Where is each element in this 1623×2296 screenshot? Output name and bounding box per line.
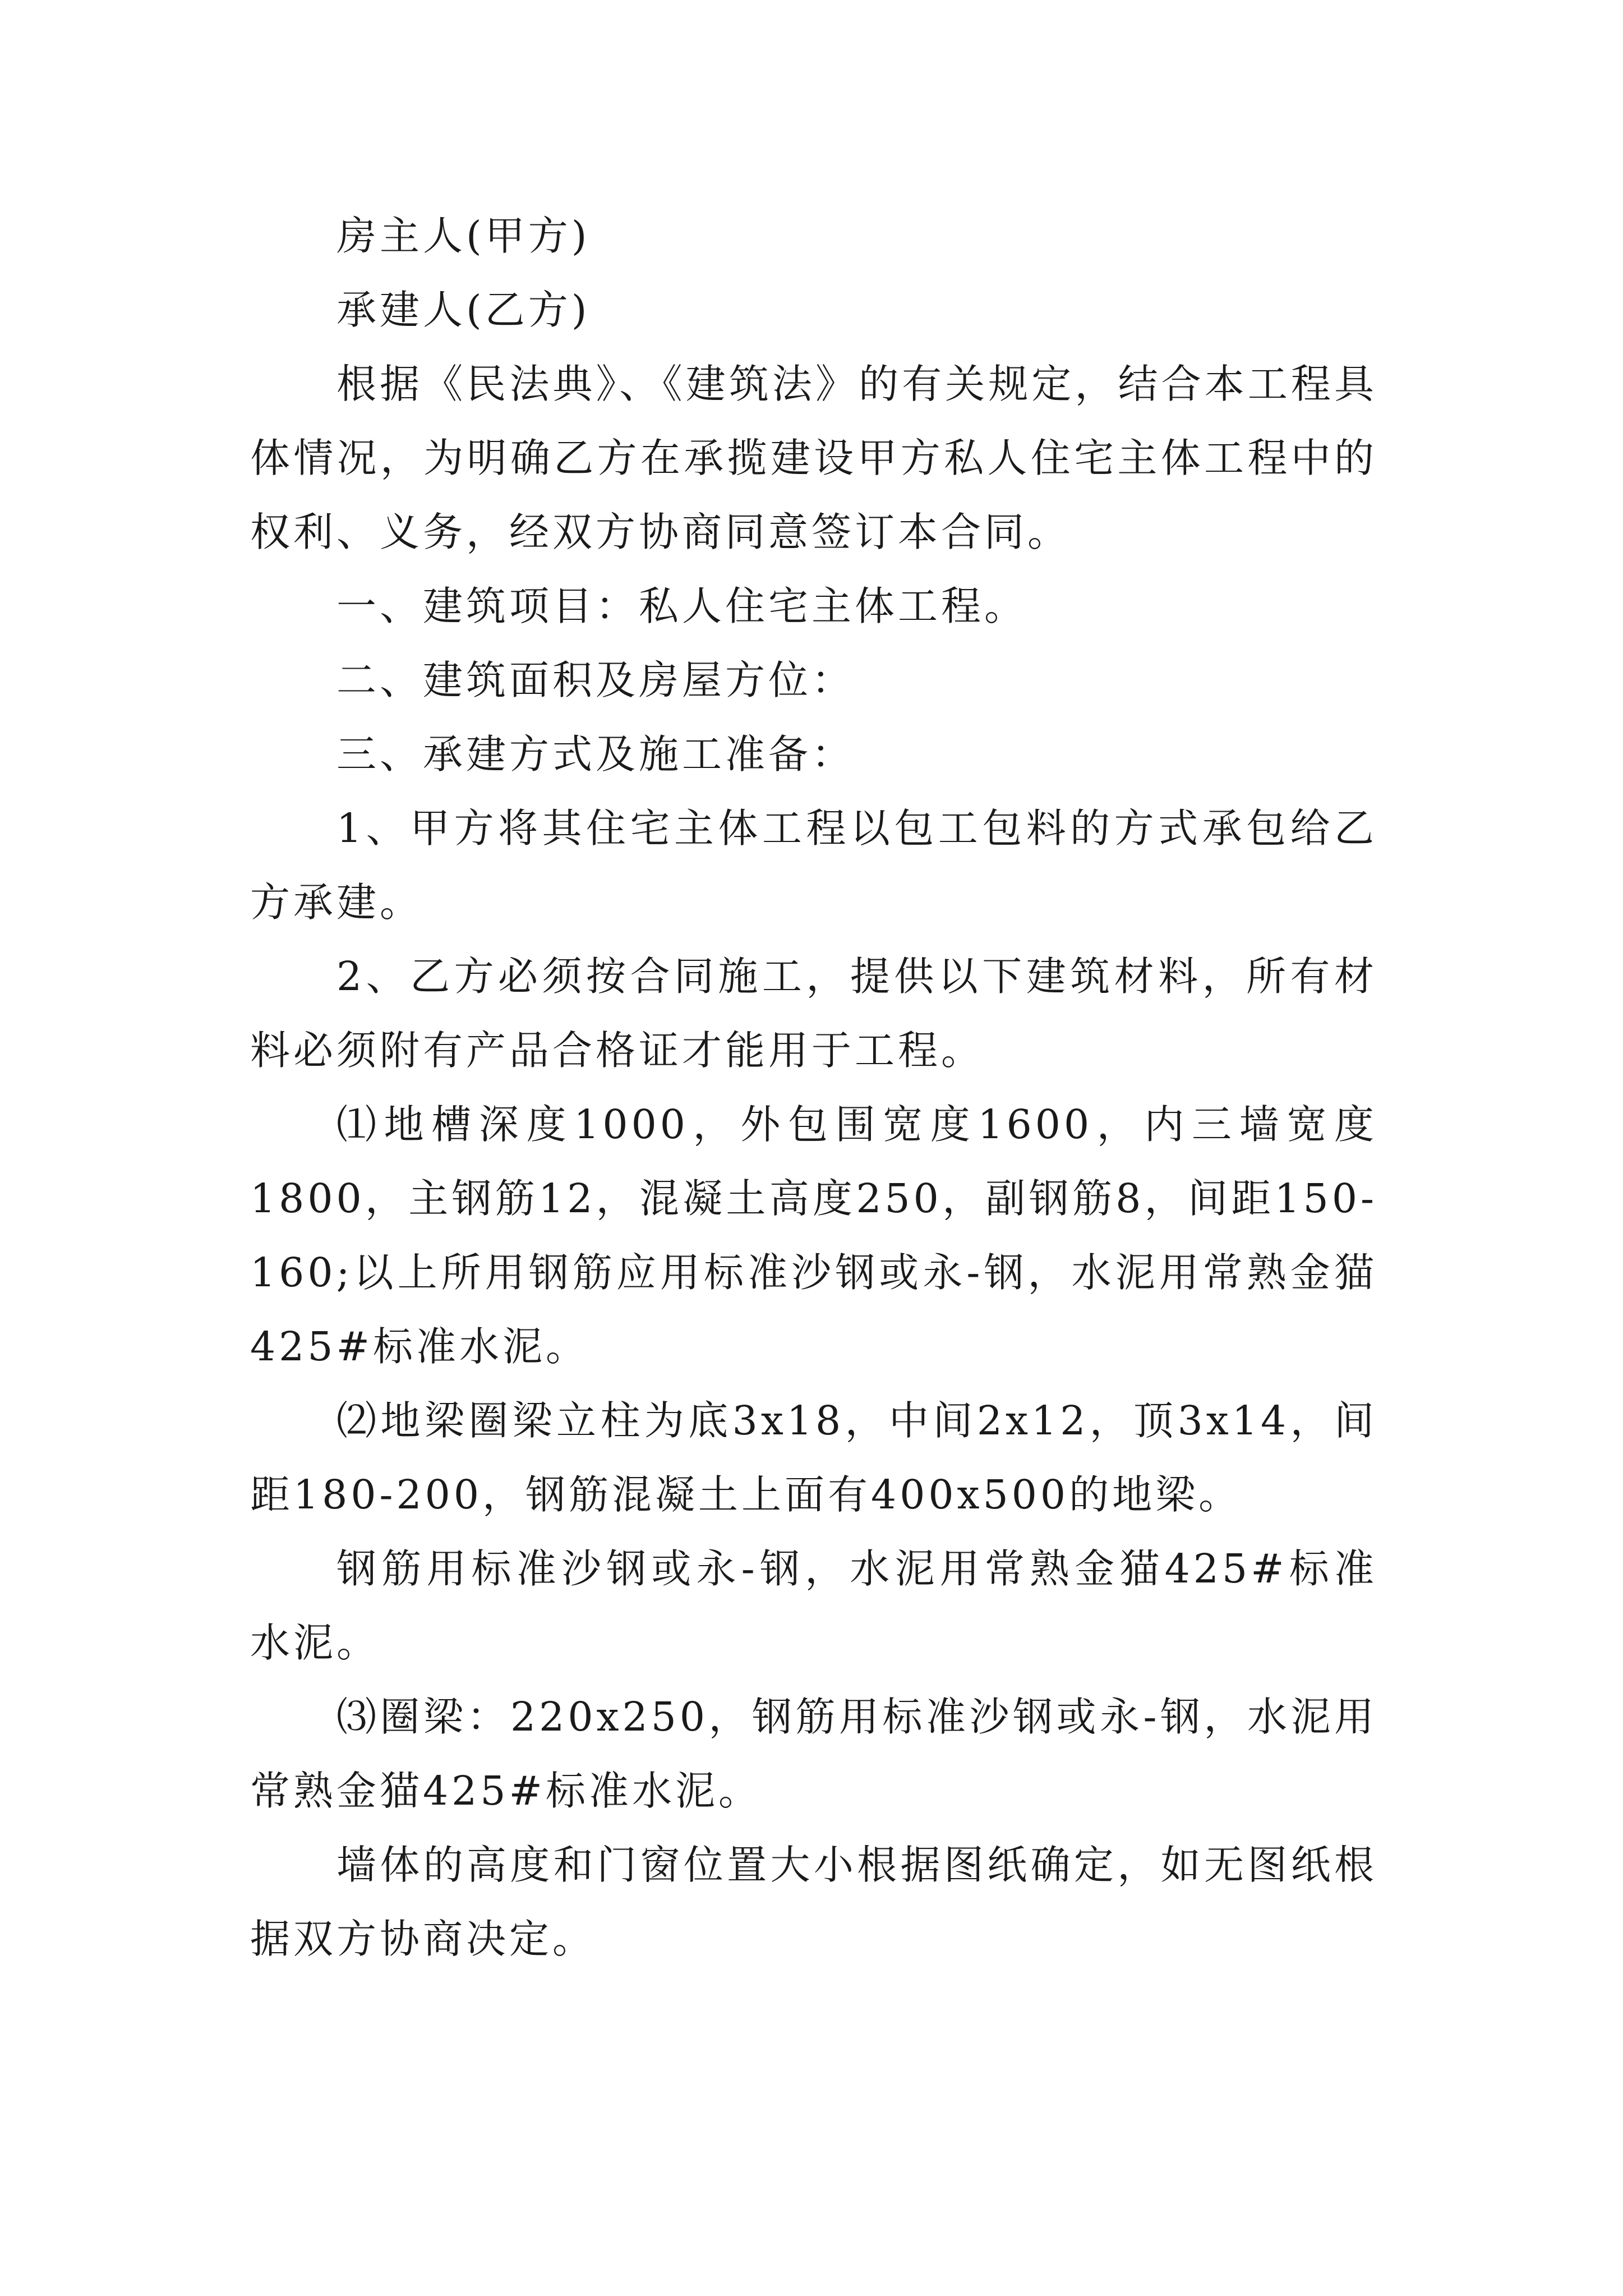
preamble-paragraph: 根据《民法典》、《建筑法》的有关规定，结合本工程具体情况，为明确乙方在承揽建设甲方私人住宅主体工程中的权利、义务，经双方协商同意签订本合同。 bbox=[250, 361, 1377, 555]
party-b-line: 承建人(乙方) bbox=[336, 287, 591, 333]
wall-height-paragraph: 墙体的高度和门窗位置大小根据图纸确定，如无图纸根据双方协商决定。 bbox=[250, 1842, 1377, 1962]
section-3-method: 三、承建方式及施工准备： bbox=[336, 731, 855, 777]
section-2-area: 二、建筑面积及房屋方位： bbox=[336, 657, 855, 703]
section-1-project: 一、建筑项目：私人住宅主体工程。 bbox=[336, 583, 1028, 629]
spec-item-3: ⑶圈梁：220x250，钢筋用标准沙钢或永-钢，水泥用常熟金猫425#标准水泥。 bbox=[250, 1694, 1377, 1814]
spec-item-2-note: 钢筋用标准沙钢或永-钢，水泥用常熟金猫425#标准水泥。 bbox=[250, 1545, 1377, 1666]
clause-3-1: 1、甲方将其住宅主体工程以包工包料的方式承包给乙方承建。 bbox=[250, 805, 1377, 926]
party-a-line: 房主人(甲方) bbox=[336, 213, 591, 259]
clause-3-2: 2、乙方必须按合同施工，提供以下建筑材料，所有材料必须附有产品合格证才能用于工程。 bbox=[250, 953, 1377, 1074]
document-body bbox=[250, 199, 1377, 1976]
spec-item-1: ⑴地槽深度1000，外包围宽度1600，内三墙宽度1800，主钢筋12，混凝土高度250，副钢筋8，间距150-160;以上所用钢筋应用标准沙钢或永-钢，水泥用常熟金猫425#标准水泥。 bbox=[250, 1101, 1377, 1370]
spec-item-2: ⑵地梁圈梁立柱为底3x18，中间2x12，顶3x14，间距180-200，钢筋混凝土上面有400x500的地梁。 bbox=[250, 1397, 1377, 1518]
